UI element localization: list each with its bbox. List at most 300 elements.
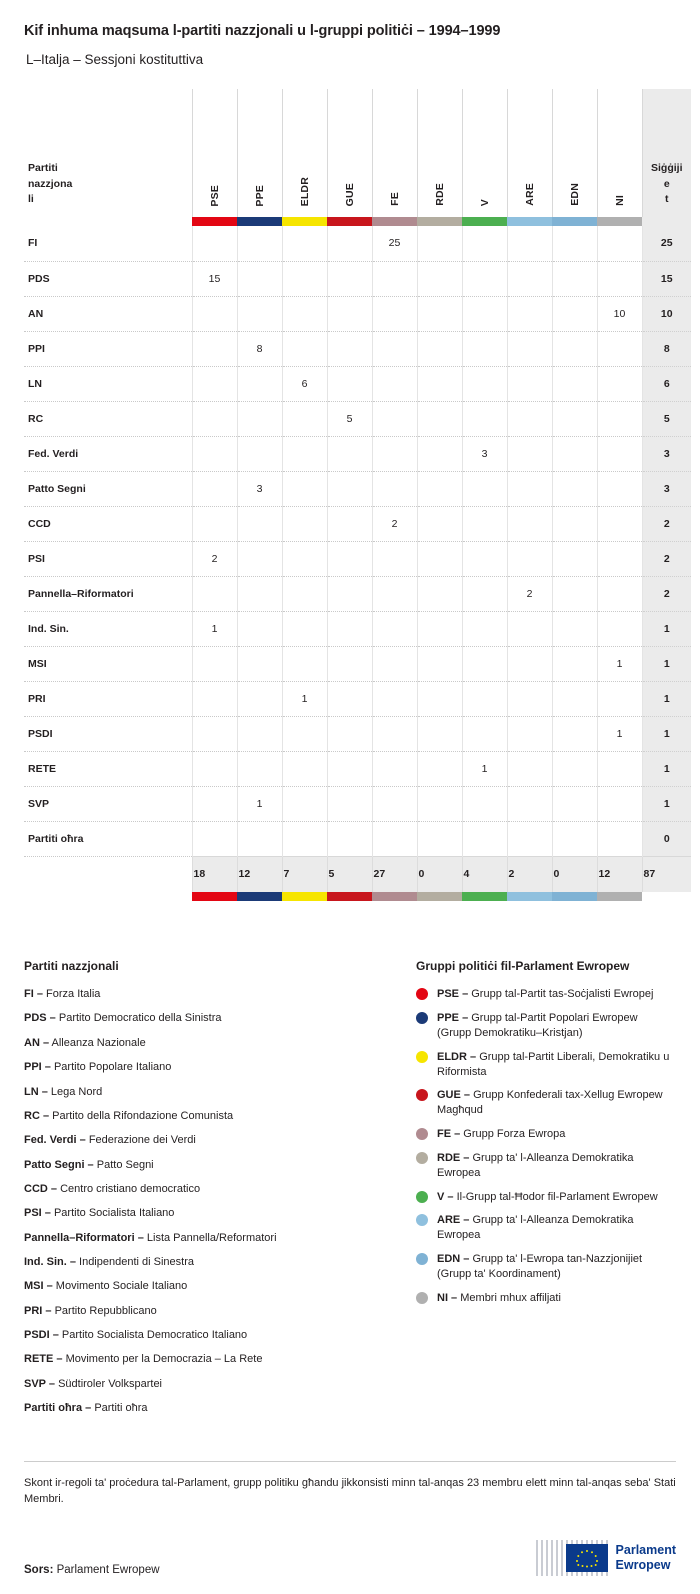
color-swatch-edn — [552, 217, 597, 226]
seat-cell — [507, 296, 552, 331]
seat-cell — [192, 576, 237, 611]
table-row — [24, 646, 691, 681]
seat-cell — [597, 576, 642, 611]
legend-group-item — [416, 1252, 674, 1282]
seat-cell — [462, 296, 507, 331]
bottom-color-swatch-pse — [192, 892, 237, 901]
bottom-color-swatch-v — [462, 892, 507, 901]
party-name-cell: PPI — [24, 331, 192, 366]
seat-cell — [552, 436, 597, 471]
color-swatch-rde — [417, 217, 462, 226]
seat-cell — [372, 751, 417, 786]
header-row — [24, 89, 691, 217]
legend-color-dot-icon — [416, 988, 428, 1000]
group-header-ni — [597, 89, 642, 217]
legend-group-abbr: PPE – — [437, 1011, 469, 1024]
page-footer — [24, 1540, 676, 1576]
legend-party-abbr: PSDI – — [24, 1328, 59, 1341]
legend-party-item — [24, 987, 400, 1002]
seat-cell — [462, 681, 507, 716]
table-row — [24, 786, 691, 821]
legend-party-abbr: PPI – — [24, 1061, 51, 1074]
legend-party-abbr: SVP – — [24, 1377, 55, 1390]
page-title: Kif inhuma maqsuma l-partiti nazzjonali u l-gruppi politiċi – 1994–1999 — [24, 23, 501, 39]
seat-cell — [552, 681, 597, 716]
legend-party-abbr: LN – — [24, 1085, 48, 1098]
legend-group-item — [416, 1011, 674, 1041]
legend-party-item — [24, 1328, 400, 1343]
legend-group-text — [437, 1151, 674, 1181]
bottom-color-swatch-gue — [327, 892, 372, 901]
seat-cell — [552, 401, 597, 436]
legend-party-abbr: Fed. Verdi – — [24, 1134, 86, 1147]
seat-cell — [507, 541, 552, 576]
legend-group-text — [437, 1213, 674, 1243]
legend-parties-list — [24, 987, 400, 1416]
legend-group-name: Grupp ta' l-Alleanza Demokratika Ewropea — [437, 1151, 634, 1179]
legend-group-name: Grupp ta' l-Ewropa tan-Nazzjonijiet (Grupp ta' Koordinament) — [437, 1253, 643, 1280]
legend-group-name: Grupp ta' l-Alleanza Demokratika Ewropea — [437, 1214, 634, 1242]
row-total-cell: 0 — [642, 821, 691, 856]
legend-group-item — [416, 1127, 674, 1142]
seat-cell — [327, 786, 372, 821]
seat-cell — [417, 331, 462, 366]
legends — [24, 959, 676, 1425]
seat-cell — [462, 226, 507, 261]
legend-color-dot-icon — [416, 1152, 428, 1164]
party-name-cell: SVP — [24, 786, 192, 821]
legend-group-item — [416, 1291, 674, 1306]
seat-cell — [372, 821, 417, 856]
seat-cell — [597, 436, 642, 471]
seat-cell: 2 — [372, 506, 417, 541]
table-row — [24, 366, 691, 401]
seat-cell — [327, 226, 372, 261]
seat-cell — [462, 716, 507, 751]
total-column-header — [642, 89, 691, 217]
legend-parties — [24, 959, 416, 1425]
table-row — [24, 296, 691, 331]
seat-cell — [417, 681, 462, 716]
seat-cell — [417, 821, 462, 856]
legend-group-text — [437, 1291, 674, 1306]
seat-cell — [552, 331, 597, 366]
seat-cell — [327, 611, 372, 646]
divider — [24, 1461, 676, 1462]
party-name-cell: Fed. Verdi — [24, 436, 192, 471]
legend-party-name: Movimento Sociale Italiano — [55, 1280, 188, 1293]
row-total-cell: 3 — [642, 471, 691, 506]
color-strip-total — [642, 217, 691, 226]
legend-party-item — [24, 1279, 400, 1294]
seat-cell — [327, 366, 372, 401]
row-total-cell: 10 — [642, 296, 691, 331]
seat-cell — [417, 646, 462, 681]
seat-cell — [327, 681, 372, 716]
seat-cell — [282, 716, 327, 751]
seat-cell — [327, 646, 372, 681]
legend-group-abbr: GUE – — [437, 1089, 471, 1102]
seat-cell — [372, 366, 417, 401]
seat-cell — [597, 611, 642, 646]
legend-party-abbr: MSI – — [24, 1280, 53, 1293]
seat-cell — [327, 331, 372, 366]
legend-group-abbr: V – — [437, 1190, 454, 1203]
seat-cell: 1 — [597, 646, 642, 681]
bottom-color-swatch-edn — [552, 892, 597, 901]
seat-cell: 3 — [462, 436, 507, 471]
group-header-label: V — [478, 198, 491, 207]
seat-cell — [417, 436, 462, 471]
seat-cell — [327, 436, 372, 471]
group-total-cell: 5 — [327, 856, 372, 892]
seat-cell — [282, 646, 327, 681]
party-header-line-1: Partiti — [28, 162, 58, 175]
seat-cell — [192, 436, 237, 471]
legend-party-abbr: Ind. Sin. – — [24, 1255, 76, 1268]
seat-cell — [552, 751, 597, 786]
legend-group-text — [437, 987, 674, 1002]
party-name-cell: PSDI — [24, 716, 192, 751]
legend-group-text — [437, 1011, 674, 1041]
seat-cell — [597, 331, 642, 366]
group-header-label: RDE — [433, 183, 446, 207]
seat-cell — [552, 226, 597, 261]
legend-group-abbr: PSE – — [437, 988, 469, 1001]
seat-cell — [462, 506, 507, 541]
party-name-cell: LN — [24, 366, 192, 401]
legend-group-name: Il-Grupp tal-Ħodor fil-Parlament Ewropew — [456, 1190, 658, 1203]
seat-cell — [372, 786, 417, 821]
seat-cell — [282, 296, 327, 331]
seat-cell — [507, 786, 552, 821]
seat-cell — [597, 401, 642, 436]
row-total-cell: 2 — [642, 541, 691, 576]
seat-cell — [507, 716, 552, 751]
bottom-strip-end — [642, 892, 691, 901]
legend-color-dot-icon — [416, 1012, 428, 1024]
seat-cell — [462, 611, 507, 646]
party-name-cell: RETE — [24, 751, 192, 786]
row-total-cell: 2 — [642, 506, 691, 541]
group-header-label: PSE — [208, 184, 221, 207]
party-column-header — [24, 89, 192, 217]
seat-cell — [237, 296, 282, 331]
row-total-cell: 2 — [642, 576, 691, 611]
group-header-ppe — [237, 89, 282, 217]
seat-cell — [237, 401, 282, 436]
color-swatch-gue — [327, 217, 372, 226]
legend-party-abbr: Patto Segni – — [24, 1158, 94, 1171]
seat-cell: 3 — [237, 471, 282, 506]
group-header-eldr — [282, 89, 327, 217]
seat-cell — [462, 261, 507, 296]
legend-party-name: Lista Pannella/Reformatori — [146, 1231, 277, 1244]
group-total-cell: 0 — [417, 856, 462, 892]
seat-cell — [282, 506, 327, 541]
legend-group-text — [437, 1127, 674, 1142]
group-header-rde — [417, 89, 462, 217]
group-header-label: PPE — [253, 184, 266, 207]
bottom-color-swatch-ni — [597, 892, 642, 901]
seat-cell — [417, 296, 462, 331]
seat-cell — [372, 401, 417, 436]
source-label: Sors: — [24, 1564, 54, 1577]
seat-cell — [372, 646, 417, 681]
eu-stars-icon — [570, 1548, 604, 1568]
row-total-cell: 15 — [642, 261, 691, 296]
seat-cell — [327, 821, 372, 856]
seat-cell — [417, 506, 462, 541]
legend-group-name: Grupp Konfederali tax-Xellug Ewropew Magħqud — [437, 1089, 663, 1117]
row-total-cell: 1 — [642, 786, 691, 821]
legend-party-name: Partito Popolare Italiano — [53, 1061, 172, 1074]
legend-party-abbr: Pannella–Riformatori – — [24, 1231, 144, 1244]
seat-cell — [552, 366, 597, 401]
seat-cell — [597, 541, 642, 576]
seat-cell — [372, 261, 417, 296]
seat-cell — [372, 436, 417, 471]
seat-cell — [282, 226, 327, 261]
seat-cell: 15 — [192, 261, 237, 296]
seat-cell — [372, 716, 417, 751]
legend-party-name: Alleanza Nazionale — [51, 1036, 146, 1049]
legend-group-item — [416, 1050, 674, 1080]
seat-cell: 2 — [507, 576, 552, 611]
seat-cell — [327, 471, 372, 506]
legend-party-item — [24, 1401, 400, 1416]
party-header-line-2: nazzjona — [28, 177, 73, 190]
legend-party-abbr: PSI – — [24, 1207, 51, 1220]
color-swatch-ni — [597, 217, 642, 226]
seat-cell — [282, 541, 327, 576]
seat-cell — [507, 506, 552, 541]
legend-party-item — [24, 1109, 400, 1124]
bottom-color-swatch-eldr — [282, 892, 327, 901]
legend-groups — [416, 959, 674, 1425]
seat-cell — [282, 576, 327, 611]
seat-cell — [462, 576, 507, 611]
seat-cell — [237, 436, 282, 471]
group-header-label: ARE — [523, 183, 536, 207]
seat-cell — [597, 821, 642, 856]
color-swatch-v — [462, 217, 507, 226]
group-total-cell: 12 — [237, 856, 282, 892]
seat-cell — [462, 331, 507, 366]
party-name-cell: MSI — [24, 646, 192, 681]
seat-cell — [192, 821, 237, 856]
seat-cell — [417, 716, 462, 751]
seat-cell — [327, 506, 372, 541]
group-header-are — [507, 89, 552, 217]
seat-cell — [372, 576, 417, 611]
row-total-cell: 3 — [642, 436, 691, 471]
legend-group-text — [437, 1252, 674, 1282]
legend-group-name: Grupp tal-Partit Popolari Ewropew (Grupp Demokratiku–Kristjan) — [437, 1011, 638, 1039]
seat-cell — [192, 751, 237, 786]
seat-cell — [327, 296, 372, 331]
legend-color-dot-icon — [416, 1089, 428, 1101]
seat-cell — [282, 786, 327, 821]
seat-cell — [552, 786, 597, 821]
group-header-v — [462, 89, 507, 217]
seat-cell — [597, 786, 642, 821]
group-header-label: NI — [613, 195, 626, 207]
seat-cell — [507, 471, 552, 506]
group-header-edn — [552, 89, 597, 217]
seat-cell: 1 — [462, 751, 507, 786]
seat-cell — [192, 226, 237, 261]
legend-party-item — [24, 1352, 400, 1367]
table-row — [24, 751, 691, 786]
seat-cell — [507, 611, 552, 646]
seat-cell — [597, 681, 642, 716]
row-total-cell: 25 — [642, 226, 691, 261]
seat-cell — [192, 716, 237, 751]
seats-table — [24, 89, 691, 901]
legend-group-abbr: NI – — [437, 1291, 458, 1304]
seat-cell — [372, 296, 417, 331]
group-total-cell: 4 — [462, 856, 507, 892]
legend-party-abbr: CCD – — [24, 1182, 58, 1195]
legend-party-abbr: Partiti oħra – — [24, 1401, 92, 1414]
seat-cell — [462, 471, 507, 506]
seat-cell: 6 — [282, 366, 327, 401]
legend-party-name: Indipendenti di Sinestra — [79, 1255, 194, 1268]
legend-party-item — [24, 1304, 400, 1319]
seat-cell — [462, 401, 507, 436]
color-swatch-eldr — [282, 217, 327, 226]
group-total-cell: 12 — [597, 856, 642, 892]
legend-group-text — [437, 1088, 674, 1118]
legend-group-item — [416, 1088, 674, 1118]
bottom-color-swatch-ppe — [237, 892, 282, 901]
legend-party-name: Partito Socialista Italiano — [53, 1207, 175, 1220]
totals-label-cell — [24, 856, 192, 892]
seat-cell — [237, 751, 282, 786]
seat-cell — [192, 401, 237, 436]
legend-groups-list — [416, 987, 674, 1306]
group-header-label: FE — [388, 192, 401, 207]
seat-cell: 8 — [237, 331, 282, 366]
seat-cell — [192, 506, 237, 541]
seat-cell — [462, 786, 507, 821]
table-row — [24, 226, 691, 261]
seat-cell — [282, 471, 327, 506]
legend-group-item — [416, 1151, 674, 1181]
seats-matrix — [24, 89, 683, 901]
color-strip-spacer — [24, 217, 192, 226]
totals-row — [24, 856, 691, 892]
legend-party-item — [24, 1206, 400, 1221]
seat-cell — [192, 331, 237, 366]
legend-party-abbr: PRI – — [24, 1304, 52, 1317]
party-name-cell: Patto Segni — [24, 471, 192, 506]
legend-party-item — [24, 1133, 400, 1148]
seat-cell — [417, 611, 462, 646]
legend-group-name: Grupp tal-Partit tas-Soċjalisti Ewropej — [471, 988, 654, 1001]
legend-party-item — [24, 1036, 400, 1051]
legend-color-dot-icon — [416, 1214, 428, 1226]
seat-cell — [192, 296, 237, 331]
seat-cell — [507, 821, 552, 856]
legend-group-abbr: ELDR – — [437, 1050, 477, 1063]
group-color-strip — [24, 217, 691, 226]
table-row — [24, 436, 691, 471]
party-name-cell: Ind. Sin. — [24, 611, 192, 646]
legend-groups-title: Gruppi politiċi fil-Parlament Ewropew — [416, 959, 630, 974]
party-name-cell: AN — [24, 296, 192, 331]
group-header-gue — [327, 89, 372, 217]
legend-group-item — [416, 1190, 674, 1205]
bottom-strip-spacer — [24, 892, 192, 901]
seat-cell — [417, 261, 462, 296]
legend-party-name: Partito Repubblicano — [54, 1304, 157, 1317]
seat-cell: 2 — [192, 541, 237, 576]
legend-group-abbr: EDN – — [437, 1253, 470, 1266]
seat-cell — [282, 751, 327, 786]
legend-color-dot-icon — [416, 1292, 428, 1304]
color-swatch-fe — [372, 217, 417, 226]
source-value: Parlament Ewropew — [56, 1564, 160, 1577]
seat-cell: 25 — [372, 226, 417, 261]
seat-cell — [597, 226, 642, 261]
legend-group-text — [437, 1050, 674, 1080]
seat-cell — [597, 471, 642, 506]
seat-cell — [282, 821, 327, 856]
row-total-cell: 8 — [642, 331, 691, 366]
legend-group-name: Membri mhux affiljati — [460, 1291, 561, 1304]
seat-cell — [552, 611, 597, 646]
legend-party-name: Movimento per la Democrazia – La Rete — [65, 1353, 263, 1366]
seat-cell — [552, 471, 597, 506]
seat-cell — [372, 681, 417, 716]
legend-party-item — [24, 1377, 400, 1392]
seat-cell — [282, 261, 327, 296]
legend-group-abbr: ARE – — [437, 1214, 470, 1227]
legend-party-item — [24, 1255, 400, 1270]
row-total-cell: 1 — [642, 611, 691, 646]
legend-group-item — [416, 987, 674, 1002]
legend-party-abbr: RETE – — [24, 1353, 63, 1366]
seat-cell — [552, 821, 597, 856]
seat-cell — [552, 541, 597, 576]
seat-cell — [237, 646, 282, 681]
party-name-cell: Pannella–Riformatori — [24, 576, 192, 611]
seat-cell: 1 — [282, 681, 327, 716]
legend-party-item — [24, 1182, 400, 1197]
grand-total-cell: 87 — [642, 856, 691, 892]
seat-cell: 10 — [597, 296, 642, 331]
group-header-label: EDN — [568, 183, 581, 207]
seat-cell — [552, 506, 597, 541]
bottom-color-swatch-are — [507, 892, 552, 901]
row-total-cell: 1 — [642, 646, 691, 681]
seat-cell — [417, 401, 462, 436]
table-row — [24, 401, 691, 436]
seat-cell — [237, 576, 282, 611]
seat-cell — [462, 366, 507, 401]
legend-party-name: Centro cristiano democratico — [60, 1182, 201, 1195]
legend-group-name: Grupp tal-Partit Liberali, Demokratiku u Riformista — [437, 1050, 670, 1078]
group-total-cell: 7 — [282, 856, 327, 892]
seat-cell — [417, 226, 462, 261]
legend-party-name: Lega Nord — [50, 1085, 103, 1098]
legend-group-abbr: FE – — [437, 1128, 461, 1141]
total-header-line-1: Siġġijie — [651, 162, 683, 190]
row-total-cell: 5 — [642, 401, 691, 436]
seat-cell — [597, 261, 642, 296]
